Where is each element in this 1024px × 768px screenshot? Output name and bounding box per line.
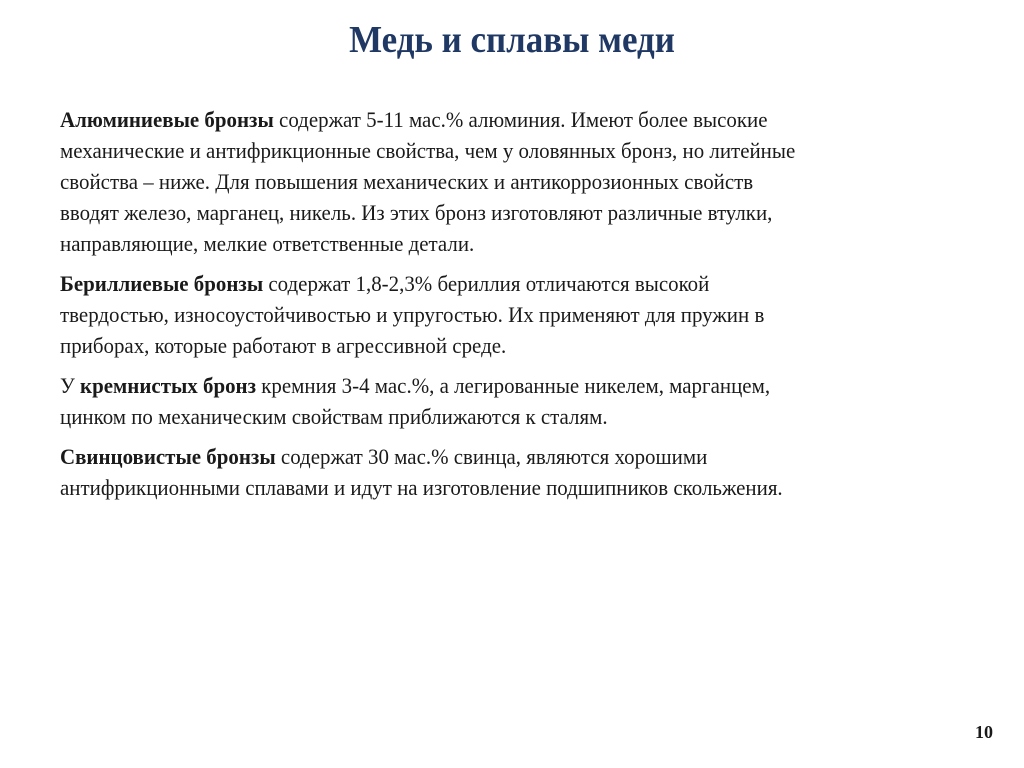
text-line: Свинцовистые бронзы содержат 30 мас.% свинца, являются хорошими bbox=[60, 444, 708, 469]
slide-body bbox=[60, 104, 960, 512]
page-number: 10 bbox=[975, 722, 993, 742]
text-line: твердостью, износоустойчивостью и упругостью. Их применяют для пружин в bbox=[60, 302, 765, 327]
text-line: механические и антифрикционные свойства, чем у оловянных бронз, но литейные bbox=[60, 138, 796, 163]
term-bold: Алюминиевые бронзы bbox=[60, 107, 274, 132]
paragraph-lead-bronze bbox=[60, 441, 960, 503]
paragraph-silicon-bronze bbox=[60, 370, 960, 432]
text-line: Алюминиевые бронзы содержат 5-11 мас.% алюминия. Имеют более высокие bbox=[60, 107, 768, 132]
term-bold: Свинцовистые бронзы bbox=[60, 444, 276, 469]
text-line: приборах, которые работают в агрессивной среде. bbox=[60, 333, 507, 358]
term-bold: кремнистых бронз bbox=[80, 373, 257, 398]
text-line: Бериллиевые бронзы содержат 1,8-2,3% бериллия отличаются высокой bbox=[60, 271, 710, 296]
paragraph-aluminum-bronze bbox=[60, 104, 960, 259]
text-line: цинком по механическим свойствам приближаются к сталям. bbox=[60, 404, 608, 429]
text-line: свойства – ниже. Для повышения механических и антикоррозионных свойств bbox=[60, 169, 754, 194]
paragraph-beryllium-bronze bbox=[60, 268, 960, 361]
text-line: У кремнистых бронз кремния 3-4 мас.%, а легированные никелем, марганцем, bbox=[60, 373, 771, 398]
term-bold: Бериллиевые бронзы bbox=[60, 271, 264, 296]
text-line: вводят железо, марганец, никель. Из этих бронз изготовляют различные втулки, bbox=[60, 200, 773, 225]
slide-title: Медь и сплавы меди bbox=[349, 19, 675, 61]
text-line: антифрикционными сплавами и идут на изготовление подшипников скольжения. bbox=[60, 475, 783, 500]
text-line: направляющие, мелкие ответственные детали. bbox=[60, 231, 475, 256]
